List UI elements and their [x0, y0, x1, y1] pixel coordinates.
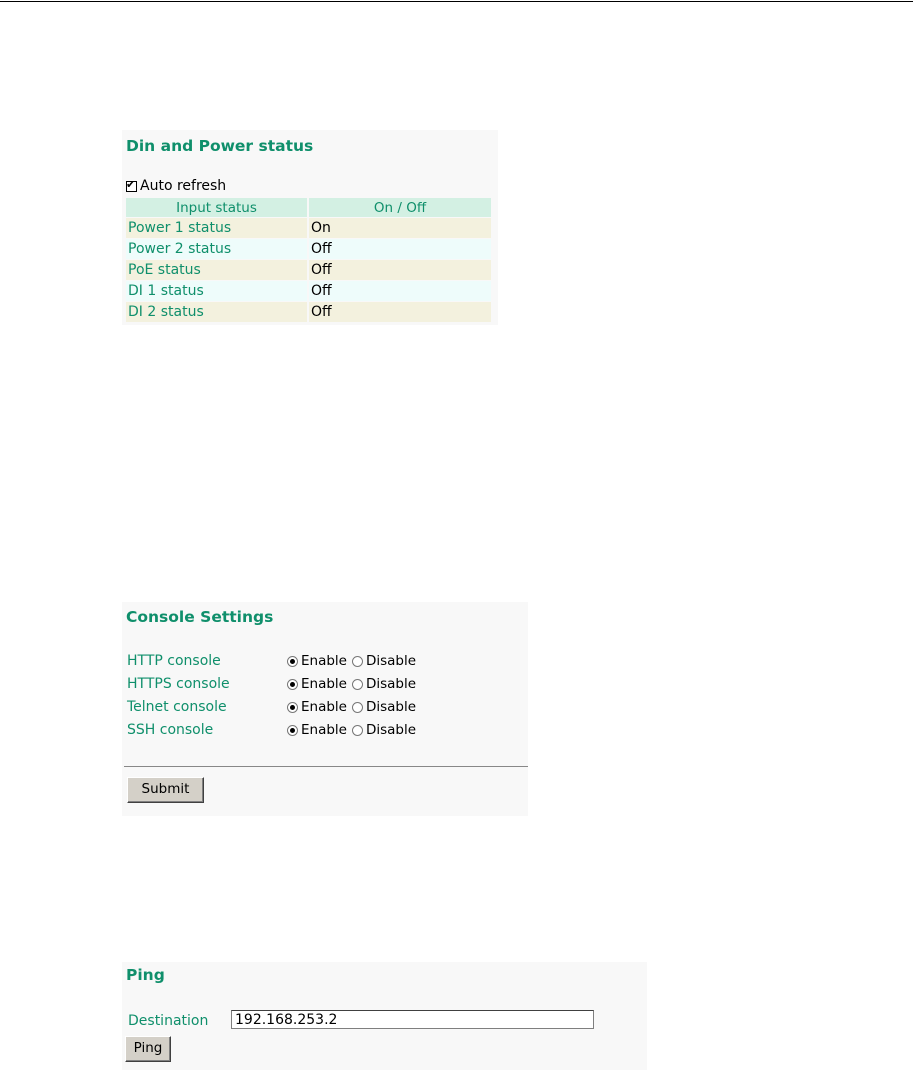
top-rule: [0, 1, 913, 2]
status-table: [124, 197, 493, 323]
enable-label: Enable: [301, 653, 347, 669]
divider: [124, 766, 528, 767]
header-input-status: Input status: [126, 198, 307, 217]
https-console-row: [127, 674, 507, 694]
row-label: DI 1 status: [126, 281, 307, 301]
console-settings-panel: [122, 602, 528, 816]
https-console-label: HTTPS console: [127, 676, 230, 692]
row-label: Power 1 status: [126, 218, 307, 238]
http-disable-radio[interactable]: [352, 656, 363, 667]
console-settings-title: Console Settings: [126, 608, 274, 626]
table-row: [126, 281, 491, 301]
ssh-enable-radio[interactable]: [287, 725, 298, 736]
row-label: Power 2 status: [126, 239, 307, 259]
http-enable-option[interactable]: [287, 653, 347, 669]
ssh-enable-option[interactable]: [287, 722, 347, 738]
ping-title: Ping: [126, 966, 165, 984]
telnet-enable-radio[interactable]: [287, 702, 298, 713]
row-value: Off: [309, 260, 491, 280]
ssh-console-row: [127, 720, 507, 740]
row-value: Off: [309, 239, 491, 259]
destination-input[interactable]: 192.168.253.2: [231, 1010, 594, 1029]
telnet-disable-radio[interactable]: [352, 702, 363, 713]
ssh-console-label: SSH console: [127, 722, 214, 738]
destination-label: Destination: [128, 1013, 209, 1029]
disable-label: Disable: [365, 676, 417, 692]
status-table-header: [126, 198, 491, 217]
ping-panel: [122, 962, 647, 1070]
row-value: Off: [309, 302, 491, 322]
telnet-enable-option[interactable]: [287, 699, 347, 715]
telnet-console-row: [127, 697, 507, 717]
row-value: Off: [309, 281, 491, 301]
enable-label: Enable: [301, 676, 347, 692]
din-power-status-panel: [122, 130, 498, 325]
table-row: [126, 260, 491, 280]
table-row: [126, 239, 491, 259]
auto-refresh-label: Auto refresh: [140, 178, 227, 194]
http-console-label: HTTP console: [127, 653, 221, 669]
header-on-off: On / Off: [309, 198, 491, 217]
auto-refresh-checkbox[interactable]: [126, 181, 137, 192]
table-row: [126, 218, 491, 238]
ssh-disable-radio[interactable]: [352, 725, 363, 736]
telnet-disable-option[interactable]: [352, 699, 416, 715]
din-power-title: Din and Power status: [126, 137, 314, 155]
auto-refresh-control[interactable]: [126, 178, 226, 194]
ssh-disable-option[interactable]: [352, 722, 416, 738]
https-disable-option[interactable]: [352, 676, 416, 692]
disable-label: Disable: [365, 722, 417, 738]
https-enable-option[interactable]: [287, 676, 347, 692]
https-disable-radio[interactable]: [352, 679, 363, 690]
submit-button[interactable]: Submit: [127, 777, 204, 803]
https-enable-radio[interactable]: [287, 679, 298, 690]
enable-label: Enable: [301, 722, 347, 738]
row-label: DI 2 status: [126, 302, 307, 322]
disable-label: Disable: [365, 699, 417, 715]
http-enable-radio[interactable]: [287, 656, 298, 667]
telnet-console-label: Telnet console: [127, 699, 227, 715]
row-value: On: [309, 218, 491, 238]
ping-button[interactable]: Ping: [125, 1036, 171, 1062]
disable-label: Disable: [365, 653, 417, 669]
http-console-row: [127, 651, 507, 671]
table-row: [126, 302, 491, 322]
http-disable-option[interactable]: [352, 653, 416, 669]
row-label: PoE status: [126, 260, 307, 280]
enable-label: Enable: [301, 699, 347, 715]
